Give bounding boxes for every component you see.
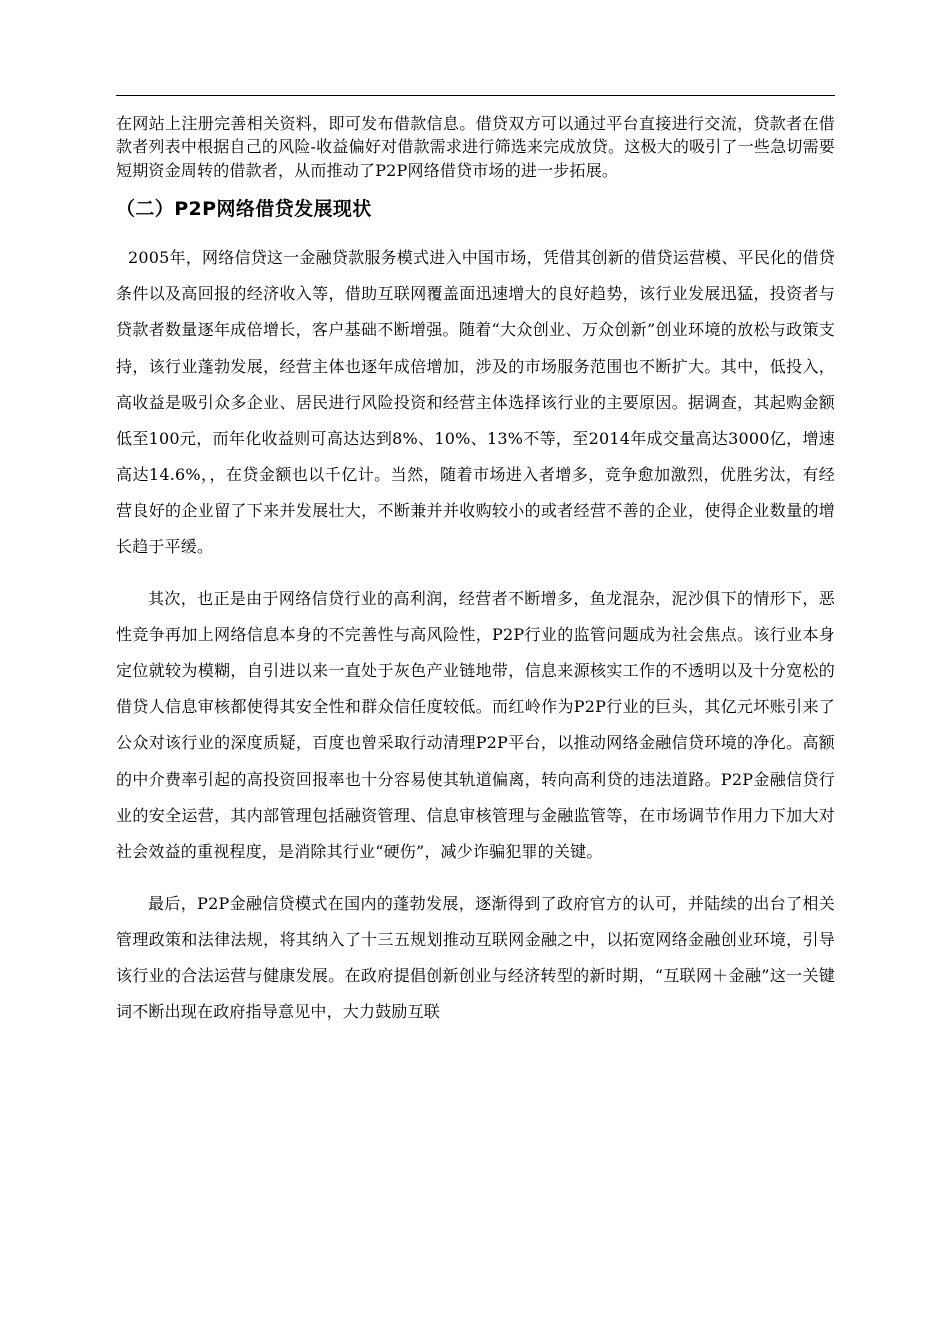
- section-heading: （二）P2P网络借贷发展现状: [116, 198, 372, 221]
- body-paragraph: 最后，P2P金融信贷模式在国内的蓬勃发展，逐渐得到了政府官方的认可，并陆续的出台了相关管理政策和法律法规，将其纳入了十三五规划推动互联网金融之中，以拓宽网络金融创业环境，引导该行业的合法运营与健康发展。在政府提倡创新创业与经济转型的新时期，“互联网＋金融”这一关键词不断出现在政府指导意见中，大力鼓励互联: [116, 893, 835, 1022]
- header-rule: [116, 95, 835, 96]
- continuation-paragraph: 在网站上注册完善相关资料，即可发布借款信息。借贷双方可以通过平台直接进行交流，贷款者在借款者列表中根据自己的风险-收益偏好对借款需求进行筛选来完成放贷。这极大的吸引了一些急切需要短期资金周转的借款者，从而推动了P2P网络借贷市场的进一步拓展。: [116, 114, 835, 180]
- body-paragraph: 其次，也正是由于网络信贷行业的高利润，经营者不断增多，鱼龙混杂，泥沙俱下的情形下，恶性竞争再加上网络信息本身的不完善性与高风险性，P2P行业的监管问题成为社会焦点。该行业本身定位就较为模糊，自引进以来一直处于灰色产业链地带，信息来源核实工作的不透明以及十分宽松的借贷人信息审核都使得其安全性和群众信任度较低。而红岭作为P2P行业的巨头，其亿元坏账引来了公众对该行业的深度质疑，百度也曾采取行动清理P2P平台，以推动网络金融信贷环境的净化。高额的中介费率引起的高投资回报率也十分容易使其轨道偏离，转向高利贷的违法道路。P2P金融信贷行业的安全运营，其内部管理包括融资管理、信息审核管理与金融监管等，在市场调节作用力下加大对社会效益的重视程度，是消除其行业“硬伤”，减少诈骗犯罪的关键。: [116, 589, 835, 861]
- document-body: [116, 112, 835, 1030]
- body-paragraph: 2005年，网络信贷这一金融贷款服务模式进入中国市场，凭借其创新的借贷运营模、平民化的借贷条件以及高回报的经济收入等，借助互联网覆盖面迅速增大的良好趋势，该行业发展迅猛，投资者与贷款者数量逐年成倍增长，客户基础不断增强。随着“大众创业、万众创新”创业环境的放松与政策支持，该行业蓬勃发展，经营主体也逐年成倍增加，涉及的市场服务范围也不断扩大。其中，低投入，高收益是吸引众多企业、居民进行风险投资和经营主体选择该行业的主要原因。据调查，其起购金额低至100元，而年化收益则可高达达到8%、10%、13%不等，至2014年成交量高达3000亿，增速高达14.6%，，在贷金额也以千亿计。当然，随着市场进入者增多，竞争愈加激烈，优胜劣汰，有经营良好的企业留了下来并发展壮大，不断兼并并收购较小的或者经营不善的企业，使得企业数量的增长趋于平缓。: [116, 248, 835, 556]
